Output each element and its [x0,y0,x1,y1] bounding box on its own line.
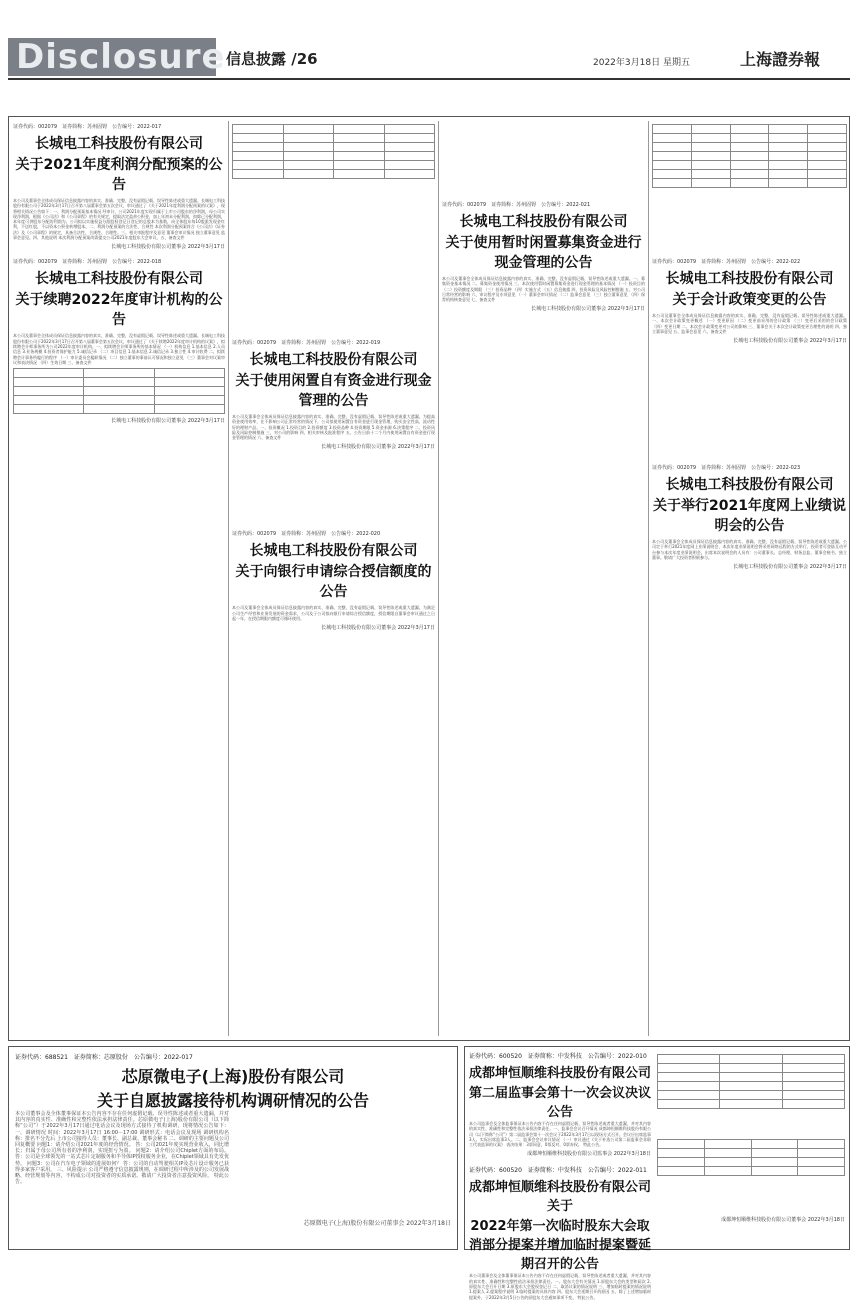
announcement-body: 本公司及董事会全体成员保证信息披露内容的真实、准确、完整，没有虚假记载、误导性陈述或重大遗漏。长城电工科技股份有限公司于2022年3月17日召开第八届董事会第五次会议，审议通过了《关于续聘2022年度审计机构的议案》，拟续聘会计师事务所为公司2022年度审计机构。一、拟续聘会计师事务所的基本情况 （一）机构信息 1.基本信息 2.人员信息 3.业务规模 4.投资者保护能力 5.诚信记录 （二）项目信息 1.基本信息 2.诚信记录 3.独立性 4.审计收费 二、拟续聘会计事务所履行的程序 （一）审计委员会履职情况 （二）独立董事的事前认可情况和独立意见 （三）董事会对议案审议和表决情况 （四）生效日期 三、备查文件 [13,333,225,365]
announcement-body: 本公司及董事会全体成员保证信息披露内容的真实、准确、完整，没有虚假记载、误导性陈述或重大遗漏。一、募集资金基本情况 二、募集资金使用情况 三、本次使用暂时闲置募集资金进行现金管理的基本情况 （一）投资目的 （二）投资额度及期限 （三）投资品种 （四）实施方式 （五）信息披露 四、投资风险及风险控制措施 五、对公司日常经营的影响 六、审议程序及专项意见 （一）董事会审议情况 （二）监事会意见 （三）独立董事意见 （四）保荐机构核查意见 七、备查文件 [442,276,645,303]
section-title: 信息披露 /26 [226,50,318,68]
column-divider [228,121,229,1036]
announcement-body: 本公司及董事会全体成员保证信息披露内容的真实、准确、完整，没有虚假记载、误导性陈述或重大遗漏。一、本次会计政策变更概述 （一）变更原因 （二）变更前采用的会计政策 （三）变更后采用的会计政策 （四）变更日期 二、本次会计政策变更对公司的影响 三、董事会关于本次会计政策变更合理性的说明 四、独立董事意见 五、监事会意见 六、备查文件 [652,313,847,334]
kunheng-left-column [469,1047,652,1300]
stock-code-line: 证券代码：002079 证券简称：苏州固锝 公告编号：2022-021 [442,202,591,208]
disclosure-logo: Disclosure [8,38,216,76]
issue-date: 2022年3月18日 星期五 [593,58,690,68]
company-name: 成都坤恒顺维科技股份有限公司 [469,1066,652,1081]
top-announcement-block [8,116,850,1041]
announcement-signature-column [237,1111,451,1245]
announcement-title: 第二届监事会第十一次会议决议公告 [469,1086,652,1120]
signature: 长城电工科技股份有限公司董事会 2022年3月17日 [531,306,645,313]
column-divider [648,121,649,1036]
announcement-box-verisilicon [8,1046,458,1250]
announcement-title: 关于举行2021年度网上业绩说明会的公告 [653,498,846,535]
announcement [232,530,435,631]
signature: 长城电工科技股份有限公司董事会 2022年3月17日 [321,625,435,632]
announcement [442,201,645,312]
announcement-title: 2022年第一次临时股东大会取消部分提案并增加临时提案暨延期召开的公告 [469,1219,652,1273]
announcement-body-columns [15,1111,451,1245]
announcement-title: 关于续聘2022年度审计机构的公告 [15,292,223,329]
announcement-title: 关于使用暂时闲置募集资金进行现金管理的公告 [445,235,642,271]
column-4 [652,121,847,1036]
bottom-announcement-block [8,1046,850,1300]
page-header [0,0,857,78]
announcement-body: 本公司董事会及全体董事保证本公告内容不存在任何虚假记载、误导性陈述或者重大遗漏，并对其内容的真实性、准确性和完整性依法承担法律责任。一、股东大会有关情况 1.原股东大会的类型和届次 2.原股东大会召开日期 3.原股东大会股权登记日 二、取消议案的情况说明 三、增加临时提案的情况说明 1.提案人 2.提案程序说明 3.临时提案的具体内容 四、股东大会延期召开的原因 五、除了上述增加临时提案外，于2022年3月5日公告的原股东大会通知事项不变。 特此公告。 [469,1273,651,1300]
company-name: 长城电工科技股份有限公司 [249,352,418,368]
auditor-table [13,368,225,414]
stock-code-line: 证券代码：002079 证券简称：苏州固锝 公告编号：2022-022 [652,259,801,265]
company-name: 成都坤恒顺维科技股份有限公司关于 [469,1180,652,1215]
announcement-title: 关于使用闲置自有资金进行现金管理的公告 [235,373,432,409]
announcement [13,123,225,250]
stock-code-line: 证券代码：002079 证券简称：苏州固锝 公告编号：2022-017 [13,124,162,130]
announcement-title: 关于自愿披露接待机构调研情况的公告 [96,1091,369,1110]
signature: 长城电工科技股份有限公司董事会 2022年3月17日 [111,418,225,425]
announcement [13,258,225,424]
announcement [469,1165,651,1299]
stock-code-line: 证券代码：002079 证券简称：苏州固锝 公告编号：2022-019 [232,340,381,346]
announcement [232,339,435,450]
column-3 [442,121,645,1036]
header-rule [8,78,850,80]
announcement-body: 本公司监事会及全体监事保证本公告内容不存在任何虚假记载、误导性陈述或者重大遗漏，并对其内容的真实性、准确性和完整性依法承担法律责任。一、监事会会议召开情况 成都坤恒顺维科技股份有限公司（以下简称“公司”）第二届监事会第十一次会议于2022年3月17日以现场方式召开。会议应出席监事3人，实际出席监事3人。二、监事会会议审议情况 （一）审议通过《关于补选公司第二届监事会非职工代表监事的议案》 表决结果：3票同意，0票反对，0票弃权。 特此公告。 [469,1121,651,1148]
announcement [652,258,847,344]
announcement [469,1051,651,1157]
company-name: 长城电工科技股份有限公司 [35,271,203,288]
announcement-body: 本公司及董事会全体成员保证信息披露内容的真实、准确、完整，没有虚假记载、误导性陈述或重大遗漏。公司定于举行2021年度网上业绩说明会，本次年度业绩说明会将采用网络远程的方式举行，投资者可登陆互动平台参与本次年度业绩说明会。出席本次说明会的人员有：公司董事长、总经理、财务总监、董事会秘书、独立董事。敬请广大投资者积极参与。 [652,539,847,561]
signature: 长城电工科技股份有限公司董事会 2022年3月17日 [733,338,847,345]
company-name: 芯原微电子(上海)股份有限公司 [121,1067,345,1086]
company-name: 长城电工科技股份有限公司 [35,136,203,152]
signature: 长城电工科技股份有限公司董事会 2022年3月17日 [733,564,847,571]
column-2 [232,121,435,1036]
proxy-table [657,1139,845,1176]
signature: 成都坤恒顺维科技股份有限公司董事会 2022年3月18日 [721,1217,845,1223]
product-table [652,124,847,188]
stock-code-line: 证券代码：002079 证券简称：苏州固锝 公告编号：2022-023 [652,465,801,472]
announcement [652,464,847,570]
company-name: 长城电工科技股份有限公司 [249,543,418,560]
announcement-title: 关于2021年度利润分配预案的公告 [15,157,223,193]
stock-code-line: 证券代码：002079 证券简称：苏州固锝 公告编号：2022-020 [232,531,381,538]
stock-code-line: 证券代码：002079 证券简称：苏州固锝 公告编号：2022-018 [13,259,162,266]
announcement-title: 关于向银行申请综合授信额度的公告 [235,564,432,601]
stock-code-line: 证券代码：600520 证券简称：中发科技 公告编号：2022-010 [469,1053,647,1060]
signature: 长城电工科技股份有限公司董事会 2022年3月17日 [321,444,435,451]
signature: 成都坤恒顺维科技股份有限公司监事会 2022年3月18日 [527,1151,651,1158]
proposal-table [657,1054,845,1109]
announcement-box-kunheng [464,1046,850,1300]
company-name: 长城电工科技股份有限公司 [665,271,834,287]
announcement-body: 本公司及董事会全体成员保证信息披露内容的真实、准确、完整，没有虚假记载、误导性陈述或重大遗漏。为提高资金使用效率，在不影响公司正常经营的情况下，公司拟使用闲置自有资金进行现金管理，购买安全性高、流动性好的理财产品。一、投资概况 1.投资目的 2.投资额度 3.投资品种 4.投资期限 5.资金来源 6.决策程序 二、投资风险及风险控制措施 三、对公司的影响 四、相关审核及批准程序 五、公告日前十二个月内使用闲置自有资金进行现金管理的情况 六、备查文件 [232,414,435,441]
company-name: 长城电工科技股份有限公司 [459,214,628,230]
column-divider [438,121,439,1036]
column-1 [13,121,225,1036]
stock-code-line: 证券代码：688521 证券简称：芯原股份 公告编号：2022-017 [15,1054,193,1061]
signature: 芯原微电子(上海)股份有限公司董事会 2022年3月18日 [303,1220,451,1227]
kunheng-right-column [657,1051,845,1245]
announcement-title: 关于会计政策变更的公告 [672,292,827,308]
signature: 长城电工科技股份有限公司董事会 2022年3月17日 [111,244,225,251]
financial-table [232,124,435,179]
company-name: 长城电工科技股份有限公司 [665,477,834,494]
stock-code-line: 证券代码：600520 证券简称：中发科技 公告编号：2022-011 [469,1167,647,1175]
announcement-body: 本公司董事会及全体董事保证本公告内容不存在任何虚假记载、误导性陈述或者重大遗漏，并对其内容的真实性、准确性和完整性依法承担法律责任。芯原微电子(上海)股份有限公司（以下简称“公司”）于2022年3月17日通过电话会议及现场方式接待了机构调研，现将情况公告如下：一、调研情况 时间：2022年3月17日 16:00－17:00 调研形式：电话会议及现场 调研机构名称：排名不分先后 上市公司接待人员：董事长、副总裁、董事会秘书 二、调研的主要问题及公司回复概要 问题1：请介绍公司2021年度的经营情况。 答：公司2021年度实现营业收入，同比增长；归属于母公司所有者的净利润，实现扭亏为盈。 问题2：请介绍公司Chiplet方面的布局。 答：公司是全球领先的一站式芯片定制服务和半导体IP授权服务企业，在Chiplet领域具有先发优势。 问题3：公司在汽车电子领域的进展如何？ 答：公司的自动驾驶相关IP及芯片设计服务已获得多家客户采用。 三、风险提示 公司严格遵守信息披露规则，在调研过程中所涉及的公司发展战略、经营规划等内容，不构成公司对投资者的实质承诺。敬请广大投资者注意投资风险。 特此公告。 [15,1111,229,1186]
announcement-body: 本公司及董事会全体成员保证信息披露内容的真实、准确、完整，没有虚假记载、误导性陈述或重大遗漏。长城电工科技股份有限公司于2022年3月17日召开第八届董事会第五次会议，审议通过了《关于2021年度利润分配预案的议案》，现将相关情况公告如下：一、利润分配预案基本情况 经审计，公司2021年度实现归属于上市公司股东的净利润，母公司实现净利润，根据《公司法》和《公司章程》的有关规定，提取法定盈余公积金，加上年初未分配利润，扣除已分配利润，本年度可供股东分配的利润为。公司拟以实施权益分派股权登记日登记的总股本为基数，向全体股东每10股派发现金红利，不送红股，不以资本公积金转增股本。二、利润分配预案的合法性、合规性 本次利润分配预案符合《公司法》《证券法》及《公司章程》的规定，具备合法性、合规性、合理性。三、相关审批程序及意见 董事会审议情况 独立董事意见 监事会意见。四、其他说明 本次利润分配预案尚需提交公司2021年度股东大会审议。五、备查文件 [13,198,225,241]
announcement-body: 本公司及董事会全体成员保证信息披露内容的真实、准确、完整，没有虚假记载、误导性陈述或重大遗漏。为满足公司生产经营和业务发展的资金需求，公司及子公司拟向银行申请综合授信额度，授信期限自董事会审议通过之日起一年，在授信期限内额度可循环使用。 [232,605,435,622]
newspaper-brand: 上海證券報 [740,50,821,69]
announcement [232,124,435,179]
